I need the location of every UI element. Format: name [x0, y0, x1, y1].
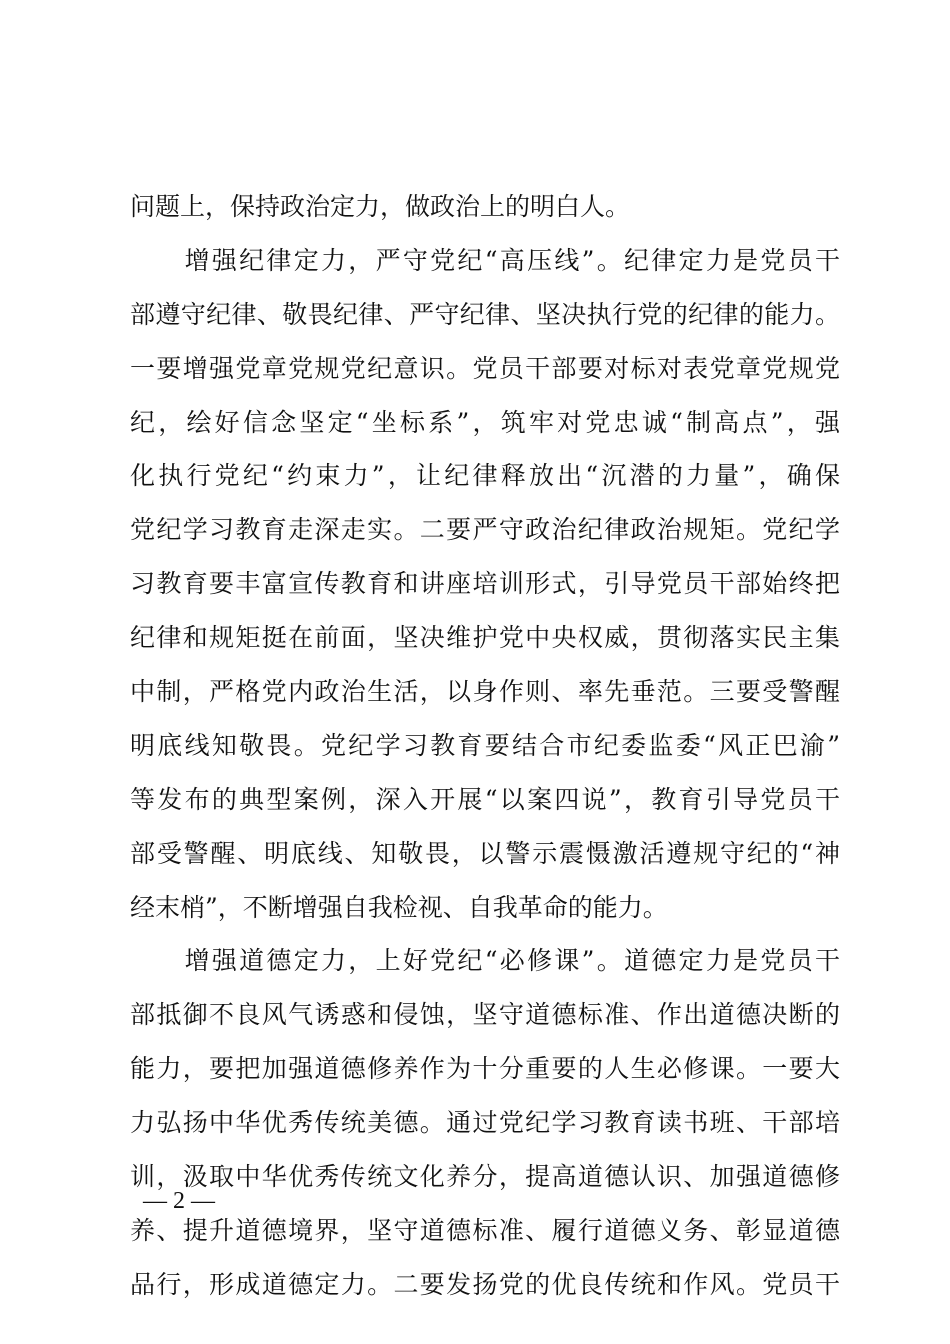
text-line: 部遵守纪律、敬畏纪律、严守纪律、坚决执行党的纪律的能力。	[130, 299, 840, 329]
text-line: 增强道德定力，上好党纪“必修课”。道德定力是党员干	[130, 946, 840, 976]
text-line: 经末梢”，不断增强自我检视、自我革命的能力。	[130, 892, 668, 922]
text-line: 纪律和规矩挺在前面，坚决维护党中央权威，贯彻落实民主集	[130, 623, 840, 653]
text-line: 党纪学习教育走深走实。二要严守政治纪律政治规矩。党纪学	[130, 515, 840, 545]
text-line: 等发布的典型案例，深入开展“以案四说”，教育引导党员干	[130, 784, 840, 814]
text-line: 明底线知敬畏。党纪学习教育要结合市纪委监委“风正巴渝”	[130, 730, 840, 760]
text-line: 习教育要丰富宣传教育和讲座培训形式，引导党员干部始终把	[130, 569, 840, 599]
text-line: 能力，要把加强道德修养作为十分重要的人生必修课。一要大	[130, 1054, 840, 1084]
text-line: 力弘扬中华优秀传统美德。通过党纪学习教育读书班、干部培	[130, 1108, 840, 1138]
page-number: — 2 —	[143, 1188, 215, 1214]
text-line: 部抵御不良风气诱惑和侵蚀，坚守道德标准、作出道德决断的	[130, 1000, 840, 1030]
text-line: 养、提升道德境界，坚守道德标准、履行道德义务、彰显道德	[130, 1215, 840, 1245]
text-line: 一要增强党章党规党纪意识。党员干部要对标对表党章党规党	[130, 353, 840, 383]
text-line: 训，汲取中华优秀传统文化养分，提高道德认识、加强道德修	[130, 1162, 840, 1192]
text-line: 中制，严格党内政治生活，以身作则、率先垂范。三要受警醒	[130, 677, 840, 707]
text-line: 化执行党纪“约束力”，让纪律释放出“沉潜的力量”，确保	[130, 461, 840, 491]
text-line: 增强纪律定力，严守党纪“高压线”。纪律定力是党员干	[130, 245, 840, 275]
text-line: 纪，绘好信念坚定“坐标系”，筑牢对党忠诚“制高点”，强	[130, 407, 840, 437]
text-line: 品行，形成道德定力。二要发扬党的优良传统和作风。党员干	[130, 1269, 840, 1299]
text-line: 部受警醒、明底线、知敬畏，以警示震慑激活遵规守纪的“神	[130, 838, 840, 868]
text-line: 问题上，保持政治定力，做政治上的明白人。	[130, 192, 631, 221]
body-text	[130, 180, 840, 1312]
